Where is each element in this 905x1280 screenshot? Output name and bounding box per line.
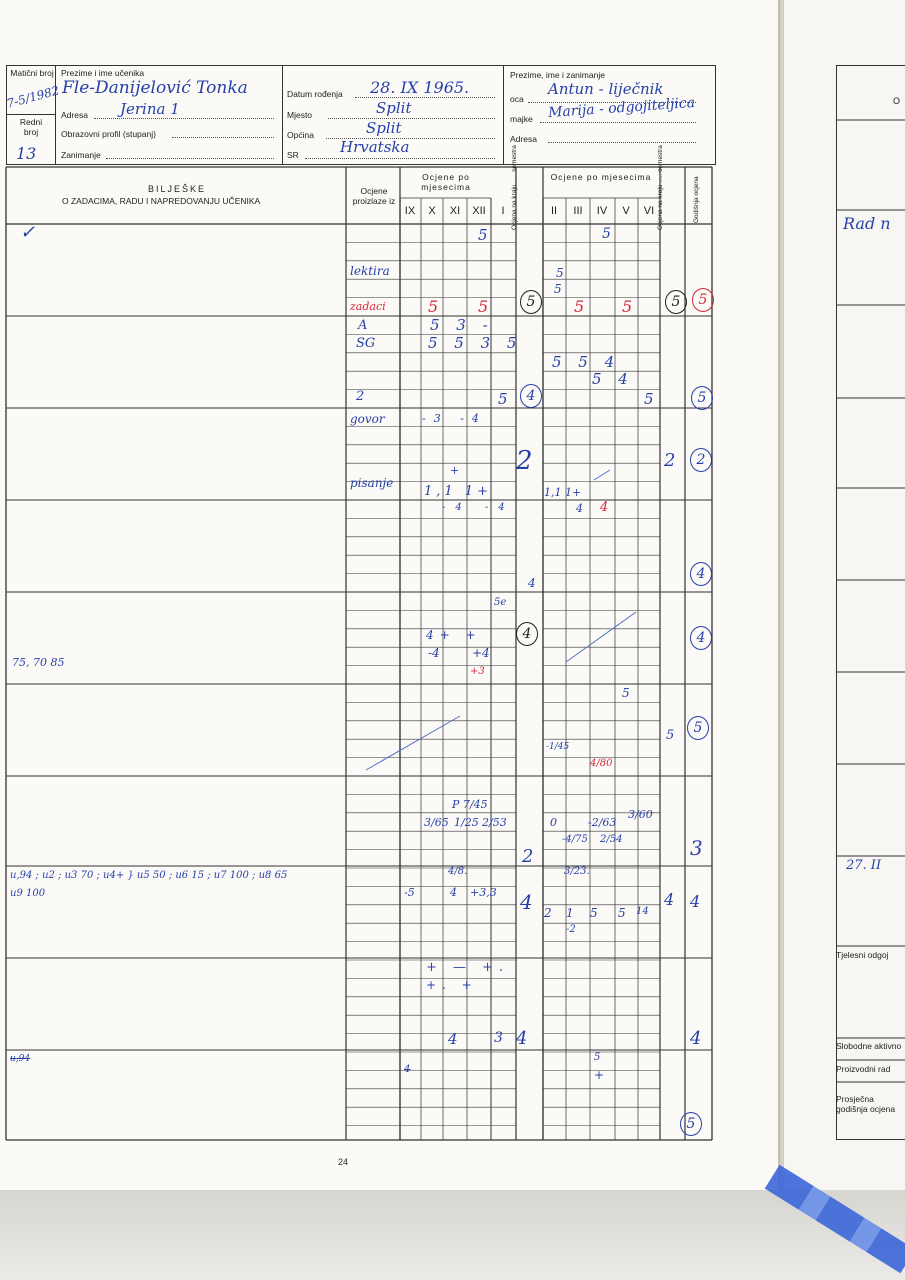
frac-4: 3/65 — [424, 816, 449, 829]
grade-g2: 4 — [450, 886, 457, 899]
grade-ii-1: 5 — [556, 266, 564, 280]
sr-value: Hrvatska — [340, 138, 410, 156]
grade-i-8: 4 — [520, 890, 533, 914]
grade-row-a: 5 3 - — [430, 316, 494, 334]
oca-value: Antun - liječnik — [548, 80, 664, 98]
note-3: u9 100 — [10, 888, 46, 899]
grade-ii-2: 5 — [554, 282, 562, 296]
opcina-value: Split — [366, 119, 402, 137]
grade-v-red: 5 — [622, 297, 633, 316]
month-header: IV — [596, 205, 608, 217]
datum-label: Datum rođenja — [287, 89, 343, 99]
month-header: III — [573, 205, 583, 217]
frac-1: -1/45 — [546, 742, 570, 752]
maticni-broj-value: 7-5/1982 — [5, 83, 61, 111]
mark-z: 2 — [356, 389, 365, 404]
prezime-label: Prezime i ime učenika — [61, 68, 145, 78]
right-proizvodni: Proizvodni rad — [836, 1064, 891, 1074]
grade-xii-x: +4 — [472, 646, 490, 660]
mark-lektira: lektira — [350, 264, 390, 278]
godisnja-header: Godišnja ocjena — [693, 176, 700, 223]
grade-se: 5e — [494, 597, 507, 608]
page-number: 24 — [338, 1157, 349, 1167]
circled-grade: 4 — [690, 562, 712, 586]
grade-ix-10: 4 — [404, 1064, 411, 1075]
month-header: II — [550, 205, 558, 217]
opcina-label: Općina — [287, 130, 314, 140]
note-1: 75, 70 85 — [12, 656, 65, 669]
grade-iv-x: 4 — [576, 502, 583, 515]
datum-value: 28. IX 1965. — [370, 78, 470, 97]
grade-i-row5: 5 — [498, 390, 508, 408]
prezime-value: Fle-Danijelović Tonka — [62, 78, 248, 98]
zanimanje-label: Zanimanje — [61, 150, 101, 160]
month-header: V — [622, 205, 630, 217]
grade-row-sg: 5 5 3 5 — [428, 334, 523, 352]
redni-broj-label: Redni broj — [19, 117, 43, 137]
note-2: u,94 ; u2 ; u3 70 ; u4+ } u5 50 ; u6 15 ; u7 100 ; u8 65 — [10, 870, 288, 881]
grade-vi-2: 2 — [664, 450, 676, 471]
mjesto-value: Split — [376, 99, 412, 117]
grade-row-x1: 4+ + — [426, 628, 482, 642]
grade-iv-red: 4 — [600, 500, 609, 515]
circled-grade: 5 — [665, 290, 687, 314]
grade-x-red: 5 — [428, 297, 439, 316]
month-header: XII — [472, 205, 486, 217]
circled-grade: 4 — [690, 626, 712, 650]
grade-iv-1: 5 — [602, 226, 611, 242]
frac-10: -4/75 — [562, 834, 588, 845]
profil-label: Obrazovni profil (stupanj) — [61, 129, 156, 139]
grade-row-pp: +. + — [426, 978, 478, 992]
redni-broj-value: 13 — [16, 144, 37, 163]
right-o-label: O — [893, 96, 901, 106]
frac-3: P 7/45 — [452, 798, 488, 811]
grade-v-row5: 5 — [644, 390, 654, 408]
grade-pm: + — [450, 464, 460, 477]
circled-grade: 4 — [516, 622, 538, 646]
grade-i-2: 2 — [516, 446, 533, 476]
frac-5: 1/25 — [454, 816, 479, 829]
grade-xi-9: 4 — [448, 1030, 458, 1048]
polugodiste-header: Ocjena na kraju ..... semestra — [511, 145, 518, 230]
mark-zadaci: zadaci — [350, 300, 386, 313]
grade-i-7: 2 — [522, 846, 534, 867]
circled-grade: 4 — [520, 384, 542, 408]
grade-sem-8: 4 — [664, 890, 675, 909]
check-mark: ✓ — [20, 222, 36, 243]
frac-8: -2/63 — [588, 816, 617, 829]
majke-label: majke — [510, 114, 533, 124]
grade-god-7: 3 — [690, 836, 703, 860]
month-header: X — [428, 205, 436, 217]
grade-xii-red2: +3 — [470, 666, 485, 677]
roditelji-label: Prezime, ime i zanimanje — [510, 70, 605, 80]
frac-6: 2/53 — [482, 816, 507, 829]
crossout-stroke — [594, 470, 610, 480]
biljeske-title: BILJEŠKE — [148, 184, 207, 194]
mark-sg: SG — [356, 336, 376, 351]
month-header: IX — [404, 205, 416, 217]
mjesto-label: Mjesto — [287, 110, 313, 120]
grade-vi-6: 5 — [666, 728, 675, 743]
grade-row-pisanje2: -4 -4 — [442, 502, 515, 513]
frac-11: 2/54 — [600, 834, 623, 845]
grade-iv-10a: 5 — [594, 1052, 601, 1063]
frac-7: 0 — [550, 816, 557, 829]
mark-a: A — [358, 318, 368, 333]
circled-grade: 5 — [691, 386, 713, 410]
frac-13: 3/23. — [564, 866, 590, 877]
ocjene-iz-header: Ocjene proizlaze iz — [352, 186, 396, 206]
grade-row-3: 5 5 4 — [552, 353, 621, 371]
grade-ii-8: 2 — [544, 906, 552, 920]
grade-iii-red: 5 — [574, 297, 585, 316]
biljeske-subtitle: O ZADACIMA, RADU I NAPREDOVANJU UČENIKA — [62, 196, 261, 206]
grade-iii-8: 1 — [566, 906, 574, 920]
right-slobodne: Slobodne aktivno — [836, 1041, 902, 1051]
circled-grade: 5 — [680, 1112, 702, 1136]
grade-vi-8: 14 — [636, 906, 649, 917]
month-header: VI — [643, 205, 655, 217]
grade-row-x2: -4 — [428, 646, 440, 660]
grade-xii-1: 5 — [478, 226, 488, 244]
month-header: XI — [449, 205, 461, 217]
grade-v-8: 5 — [618, 906, 626, 920]
grade-i-9a: 3 — [494, 1030, 503, 1046]
sr-label: SR — [287, 150, 299, 160]
crossout-stroke — [366, 716, 460, 770]
circled-grade: 5 — [520, 290, 542, 314]
frac-2: 4/80 — [590, 758, 613, 769]
grade-row-pm: + — +. — [426, 960, 510, 975]
grade-iv-10b: + — [594, 1068, 605, 1082]
grade-i-9b: 4 — [516, 1028, 528, 1049]
right-prosjecna: Prosječna godišnja ocjena — [836, 1094, 896, 1114]
right-rad: Rad n — [843, 214, 891, 233]
grade-v-6: 5 — [622, 686, 630, 700]
grade-god-9: 4 — [690, 1028, 702, 1049]
adresa-value: Jerina 1 — [120, 100, 180, 118]
majke-value: Marija - odgojiteljica — [547, 94, 696, 122]
crossout-stroke — [566, 612, 636, 662]
grade-iii-8b: -2 — [566, 924, 576, 935]
grade-iv-8: 5 — [590, 906, 598, 920]
grade-ii-pisanje: 1,1 1+ — [544, 486, 582, 499]
month-header: I — [501, 205, 505, 217]
grade-row-4: 5 4 — [592, 370, 634, 388]
note-4: u,94 — [10, 1054, 31, 1064]
kraj-sem-header: Ocjena na kraju ..... semestra — [657, 145, 664, 230]
circled-grade: 2 — [690, 448, 712, 472]
circled-grade: 5 — [692, 288, 714, 312]
adresa-label: Adresa — [61, 110, 88, 120]
grade-god-8: 4 — [690, 892, 701, 911]
circled-grade: 5 — [687, 716, 709, 740]
frac-9: 3/60 — [628, 808, 653, 821]
adresa2-label: Adresa — [510, 134, 537, 144]
grade-row-govor: -3 -4 — [422, 412, 487, 425]
right-date: 27. II — [846, 858, 882, 873]
grade-i-4: 4 — [528, 576, 536, 590]
grade-g3: +3,3 — [470, 886, 497, 899]
ocjene-po-1: Ocjene po mjesecima — [421, 172, 471, 192]
grade-xii-red: 5 — [478, 297, 489, 316]
ocjene-po-2: Ocjene po mjesecima — [550, 172, 652, 182]
maticni-broj-label: Matični broj — [10, 68, 54, 78]
right-tjelesni: Tjelesni odgoj — [836, 950, 889, 960]
frac-12: 4/8. — [448, 866, 468, 877]
grade-row-pisanje: 1,1 1+ — [424, 484, 492, 499]
oca-label: oca — [510, 94, 524, 104]
mark-pisanje: pisanje — [350, 476, 394, 490]
grade-g1: -5 — [404, 886, 415, 899]
mark-govor: govor — [350, 412, 385, 426]
